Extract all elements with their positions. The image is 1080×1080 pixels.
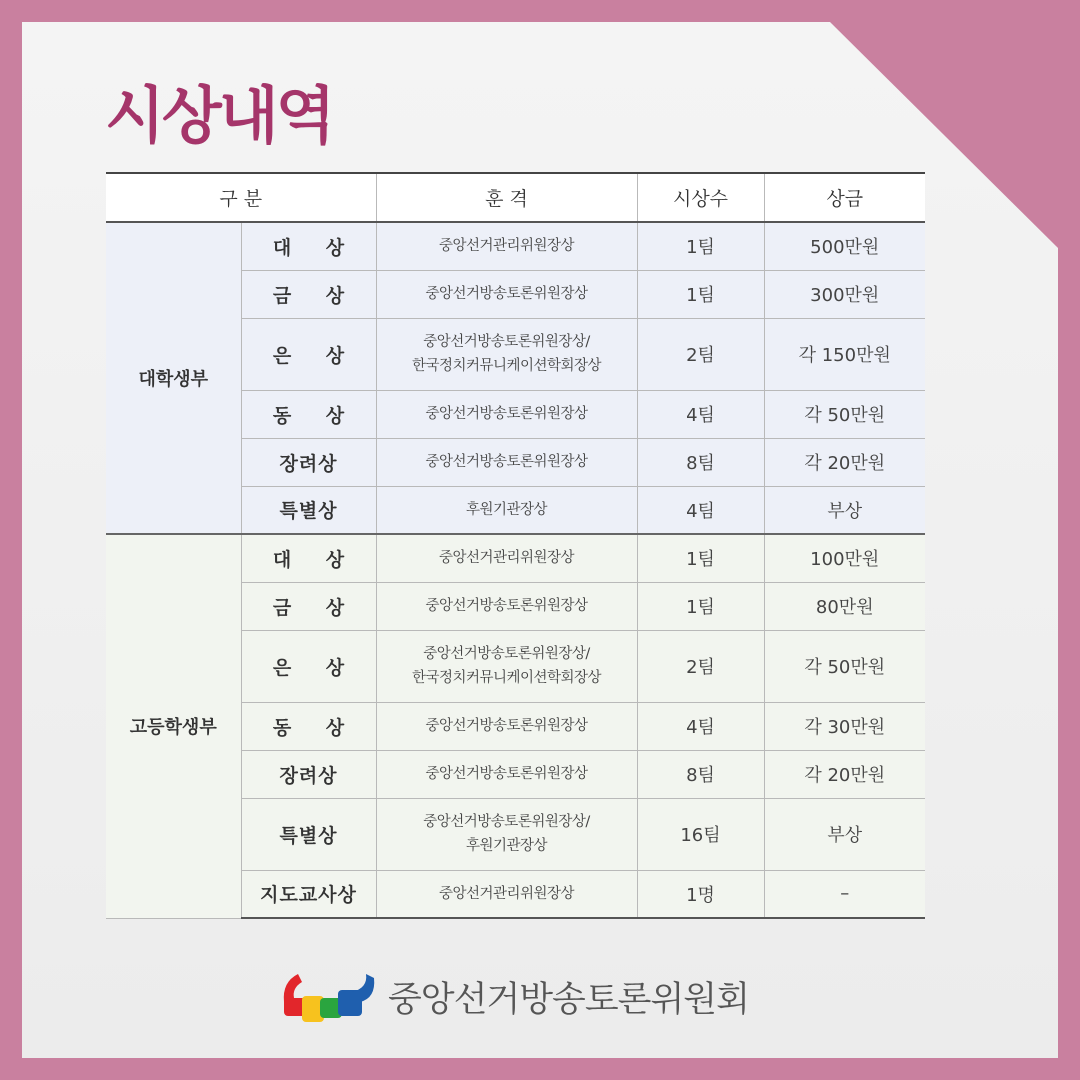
commission-logo-icon (280, 968, 376, 1028)
host-line: 중앙선거방송토론위원장상/ (423, 646, 590, 662)
prize-cell: – (764, 870, 925, 918)
header-prize: 상금 (764, 173, 925, 222)
host-cell (376, 798, 637, 870)
award-name: 대 상 (241, 222, 376, 270)
host-cell (376, 534, 637, 582)
host-cell (376, 870, 637, 918)
prize-cell: 500만원 (764, 222, 925, 270)
prize-cell: 각 20만원 (764, 438, 925, 486)
host-line: 중앙선거방송토론위원장상 (425, 718, 588, 734)
count-cell: 2팀 (637, 630, 764, 702)
host-line: 한국정치커뮤니케이션학회장상 (411, 358, 602, 374)
prize-cell: 300만원 (764, 270, 925, 318)
awards-table (106, 172, 925, 919)
award-name: 은 상 (241, 318, 376, 390)
prize-cell: 80만원 (764, 582, 925, 630)
host-line: 한국정치커뮤니케이션학회장상 (411, 670, 602, 686)
host-line: 중앙선거방송토론위원장상 (425, 598, 588, 614)
prize-cell: 각 20만원 (764, 750, 925, 798)
host-cell (376, 750, 637, 798)
count-cell: 4팀 (637, 390, 764, 438)
host-line: 중앙선거방송토론위원장상 (425, 286, 588, 302)
prize-cell: 각 50만원 (764, 390, 925, 438)
host-cell (376, 222, 637, 270)
footer (280, 968, 800, 1028)
prize-cell: 각 30만원 (764, 702, 925, 750)
award-name: 동 상 (241, 702, 376, 750)
prize-cell: 각 150만원 (764, 318, 925, 390)
table-header-row (106, 173, 925, 222)
header-count: 시상수 (637, 173, 764, 222)
host-cell (376, 486, 637, 534)
host-line: 중앙선거관리위원장상 (438, 885, 575, 902)
host-line: 중앙선거방송토론위원장상/ (423, 334, 590, 350)
host-cell (376, 438, 637, 486)
host-cell (376, 390, 637, 438)
host-line: 중앙선거방송토론위원장상 (425, 454, 588, 470)
award-name: 동 상 (241, 390, 376, 438)
host-line: 중앙선거관리위원장상 (438, 238, 575, 255)
award-name: 장려상 (241, 438, 376, 486)
prize-cell: 부상 (764, 486, 925, 534)
award-name: 은 상 (241, 630, 376, 702)
award-name: 지도교사상 (241, 870, 376, 918)
host-cell (376, 270, 637, 318)
host-cell (376, 582, 637, 630)
host-line: 중앙선거방송토론위원장상 (425, 766, 588, 782)
host-line: 중앙선거방송토론위원장상 (425, 406, 588, 422)
table-row (106, 222, 925, 270)
host-line: 중앙선거방송토론위원장상/ (423, 814, 590, 830)
count-cell: 1팀 (637, 534, 764, 582)
award-name: 특별상 (241, 798, 376, 870)
count-cell: 2팀 (637, 318, 764, 390)
award-name: 장려상 (241, 750, 376, 798)
count-cell: 8팀 (637, 438, 764, 486)
prize-cell: 각 50만원 (764, 630, 925, 702)
award-name: 금 상 (241, 582, 376, 630)
count-cell: 1명 (637, 870, 764, 918)
count-cell: 4팀 (637, 702, 764, 750)
host-line: 후원기관장상 (465, 501, 548, 518)
table-row (106, 534, 925, 582)
host-cell (376, 630, 637, 702)
organization-name: 중앙선거방송토론위원회 (388, 980, 749, 1020)
count-cell: 16팀 (637, 798, 764, 870)
award-name: 금 상 (241, 270, 376, 318)
host-cell (376, 318, 637, 390)
prize-cell: 100만원 (764, 534, 925, 582)
prize-cell: 부상 (764, 798, 925, 870)
count-cell: 4팀 (637, 486, 764, 534)
host-cell (376, 702, 637, 750)
count-cell: 1팀 (637, 222, 764, 270)
header-category: 구 분 (106, 173, 376, 222)
group-label-highschool: 고등학생부 (106, 534, 241, 918)
count-cell: 1팀 (637, 270, 764, 318)
award-name: 대 상 (241, 534, 376, 582)
host-line: 중앙선거관리위원장상 (438, 550, 575, 567)
group-label-university: 대학생부 (106, 222, 241, 534)
page-title: 시상내역 (105, 79, 333, 152)
host-line: 후원기관장상 (465, 838, 548, 854)
header-host: 훈 격 (376, 173, 637, 222)
award-name: 특별상 (241, 486, 376, 534)
count-cell: 8팀 (637, 750, 764, 798)
count-cell: 1팀 (637, 582, 764, 630)
